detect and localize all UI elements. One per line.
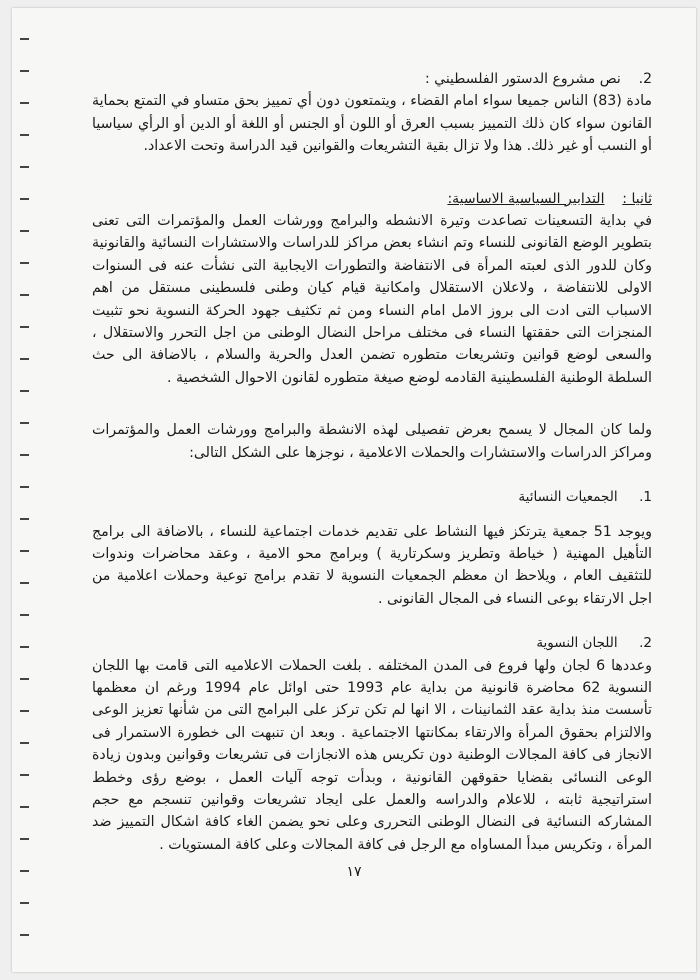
item-1-heading xyxy=(92,486,652,508)
policy-heading xyxy=(92,188,652,210)
constitution-number: 2. xyxy=(638,71,652,87)
constitution-heading xyxy=(92,68,652,90)
item-1-number: 1. xyxy=(639,489,652,506)
document-body xyxy=(92,68,652,856)
item-2-number: 2. xyxy=(639,635,652,652)
policy-title: التدابير السياسية الاساسية: xyxy=(447,190,605,207)
document-page xyxy=(12,8,696,972)
binding-margin xyxy=(12,8,46,972)
item-2-heading xyxy=(92,632,652,654)
item-1-body: ويوجد 51 جمعية يترتكز فيها النشاط على تقديم خدمات اجتماعية للنساء ، بالاضافة الى برامج التأهيل المهنية ( خياطة وتطريز وسكرتارية ) وبرامج محو الامية ، وعقد محاضرات وندوات للتثقيف العام ، ويلاحظ ان معظم الجمعيات النسوية لا تقدم برامج توعية وحملات اعلامية من اجل الارتقاء بوعى النساء فى المجال القانونى . xyxy=(92,523,653,607)
policy-paragraph-2: ولما كان المجال لا يسمح بعرض تفصيلى لهذه الانشطة والبرامج وورشات العمل والمؤتمرات ومراكز الدراسات والاستشارات والحملات الاعلامية ، نوجزها على الشكل التالى: xyxy=(92,422,652,461)
item-2-body: وعددها 6 لجان ولها فروع فى المدن المختلفه . بلغت الحملات الاعلاميه التى قامت بها اللجان النسوية 62 محاضرة قانونية من بداية عام 1993 حتى اوائل عام 1994 ورغم ان معظمها تأسست منذ بداية عقد الثمانينات ، الا انها لم تكن تركز على البرامج التى من شأنها تعزيز الوعى والالتزام بحقوق المرأة والارتقاء بمكانتها الاجتماعية . وبعد ان تنبهت الى خطورة الاستمرار فى الانجاز فى كافة المجالات الوطنية دون تكريس هذه الانجازات فى تشريعات وقوانين وبدون زيادة الوعى النسائى بقضايا حقوقهن القانونية ، وبدأت توجه آليات العمل ، بوضع رؤى وخطط استراتيجية ثابته ، للاعلام والدراسه والعمل على ايجاد تشريعات وقوانين تنسجم مع حجم المشاركه النسائية فى النضال الوطنى التحررى وعلى نحو يضمن الغاء كافة اشكال التمييز ضد المرأة ، وتكريس مبدأ المساواه مع الرجل فى كافة المجالات وعلى كافة المستويات . xyxy=(92,657,652,853)
item-1-title: الجمعيات النسائية xyxy=(518,489,618,506)
page-number: ١٧ xyxy=(346,864,362,880)
policy-number: ثانيا : xyxy=(622,190,652,207)
policy-paragraph-1: في بداية التسعينات تصاعدت وتيرة الانشطه والبرامج وورشات العمل والمؤتمرات التى تعنى بتطوير الوضع القانونى للنساء وتم انشاء بعض مراكز للدراسات والاستشارات النسائية والقانونية وكان للدور الذى لعبته المرأة فى الانتفاضة والتطورات الايجابية التى نشأت عنه فى السنوات الاولى للانتفاضة ، ولاعلان الاستقلال وامكانية قيام كيان وطنى فلسطينى مستقل من اهم الاسباب التى ادت الى بروز الامل امام النساء ومن ثم تكثيف جهود الحركة النسوية نحو تثبيت المنجزات التى حققتها النساء فى مختلف مراحل النضال الوطنى من اجل التحرر والاستقلال ، والسعى لوضع قوانين وتشريعات متطوره تضمن العدل والحرية والسلام ، بالاضافة الى حث السلطة الوطنية الفلسطينية القادمه لوضع صيغة متطوره لقانون الاحوال الشخصية . xyxy=(92,213,652,386)
item-2-title: اللجان النسوية xyxy=(536,635,618,652)
constitution-title: نص مشروع الدستور الفلسطيني : xyxy=(425,71,621,87)
constitution-article-text: مادة (83) الناس جميعا سواء امام القضاء ، ويتمتعون دون أي تمييز بحق متساو في التمتع بحماية القانون سواء كان ذلك التمييز بسبب العرق أو اللون أو الجنس أو اللغة أو الدين أو الرأي سياسيا أو النسب أو غير ذلك. هذا ولا تزال بقية التشريعات والقوانين قيد الدراسة وتحت الاعداد. xyxy=(92,93,653,155)
